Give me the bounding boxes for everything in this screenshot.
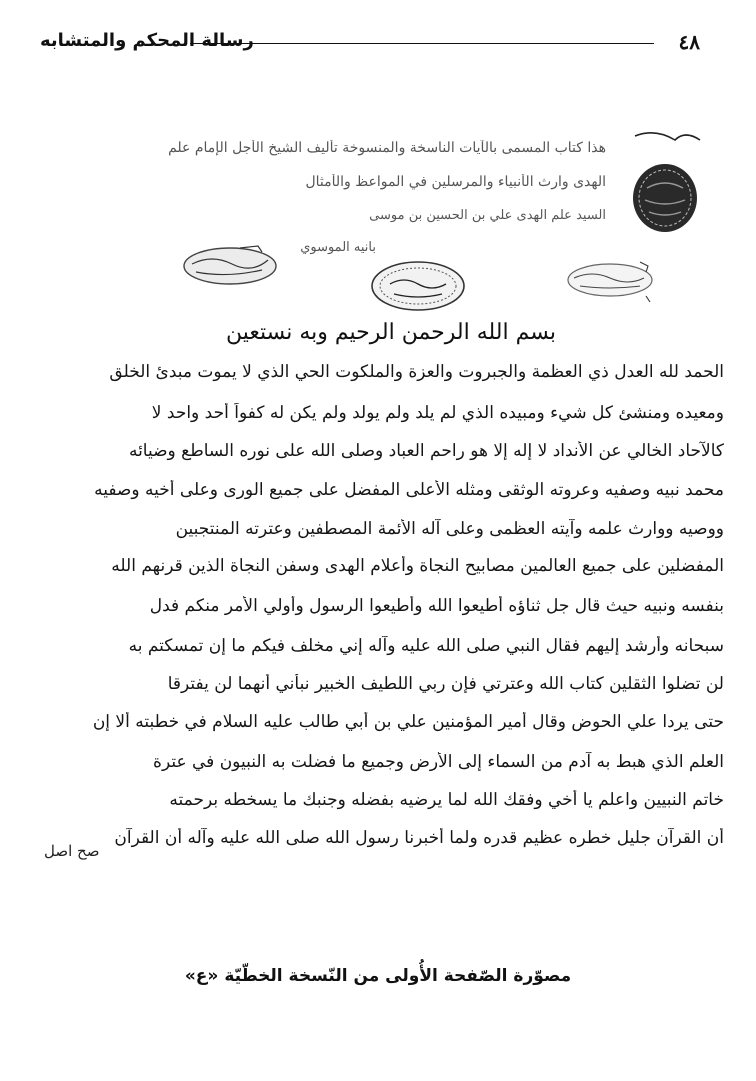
manuscript-line: ووصيه ووارث علمه وآيته العظمى وعلى آله الأئمة المصطفين وعترته المنتجبين xyxy=(175,519,724,539)
manuscript-line: سبحانه وأرشد إليهم فقال النبي صلى الله عليه وآله إني مخلف فيكم ما إن تمسكتم به xyxy=(128,636,724,656)
manuscript-line: خاتم النبيين واعلم يا أخي وفقك الله لما يرضيه بفضله وجنبك ما يسخطه برحمته xyxy=(169,790,724,810)
manuscript-line: بنفسه ونبيه حيث قال جل ثناؤه أطيعوا الله وأطيعوا الرسول وأولي الأمر منكم فدل xyxy=(149,596,724,616)
ownership-line: هذا كتاب المسمى بالآيات الناسخة والمنسوخة تأليف الشيخ الأجل الإمام علم xyxy=(168,140,606,156)
manuscript-line: المفضلين على جميع العالمين مصابيح النجاة وأعلام الهدى وسفن النجاة الذين قرنهم الله xyxy=(111,556,724,576)
manuscript-line: لن تضلوا الثقلين كتاب الله وعترتي فإن ربي اللطيف الخبير نبأني أنهما لن يفترقا xyxy=(167,674,724,694)
manuscript-line: ومعيده ومنشئ كل شيء ومبيده الذي لم يلد ولم يولد ولم يكن له كفواً أحد واحد لا xyxy=(151,403,724,423)
manuscript-line: كالآحاد الخالي عن الأنداد لا إله إلا هو راحم العباد وصلى الله على نوره الساطع وضيائه xyxy=(128,441,724,461)
manuscript-line: أن القرآن جليل خطره عظيم قدره ولما أخبرنا رسول الله صلى الله عليه وآله أن القرآن xyxy=(114,828,724,848)
ownership-line: بانيه الموسوي xyxy=(300,240,376,255)
margin-note: صح اصل xyxy=(44,842,100,860)
manuscript-line: حتى يردا علي الحوض وقال أمير المؤمنين علي بن أبي طالب عليه السلام في خطبته ألا إن xyxy=(92,712,724,732)
manuscript-line: محمد نبيه وصفيه وعروته الوثقى ومثله الأعلى المفضل على جميع الورى وعلى أخيه وصفيه xyxy=(94,480,724,500)
page-number: ٤٨ xyxy=(678,30,700,54)
seal-stamp xyxy=(368,258,468,314)
ownership-line: الهدى وارث الأنبياء والمرسلين في المواعظ والأمثال xyxy=(305,174,606,190)
manuscript-line: الحمد لله العدل ذي العظمة والجبروت والعزة والملكوت الحي الذي لا يموت مبدئ الخلق xyxy=(109,362,724,382)
figure-caption: مصوّرة الصّفحة الأُولى من النّسخة الخطّيّة «ع» xyxy=(184,966,572,986)
book-title: رسالة المحكم والمتشابه xyxy=(40,30,254,51)
seal-stamp xyxy=(180,244,280,288)
seal-stamp xyxy=(625,128,705,238)
basmala: بسم الله الرحمن الرحيم وبه نستعين xyxy=(225,320,556,345)
seal-stamp xyxy=(560,258,660,304)
manuscript-line: العلم الذي هبط به آدم من السماء إلى الأرض وجميع ما فضلت به النبيون في عترة xyxy=(153,752,724,772)
ownership-line: السيد علم الهدى علي بن الحسين بن موسى xyxy=(369,208,606,223)
